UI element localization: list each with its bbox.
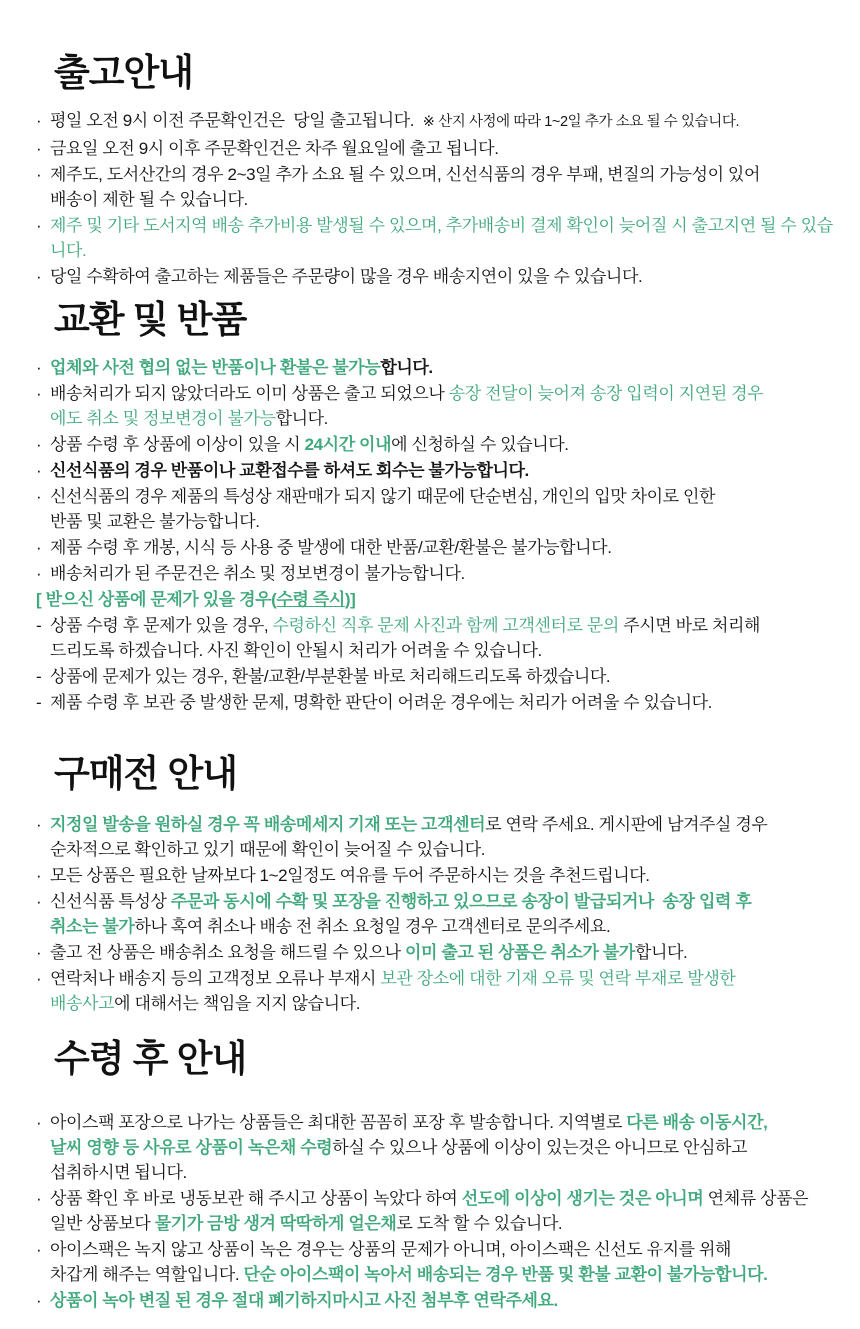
- body-text: 신선식품의 경우 제품의 특성상 재판매가 되지 않기 때문에 단순변심, 개인의 입맛 차이로 인한: [50, 486, 716, 506]
- policy-line: [36, 863, 846, 888]
- bullet-marker: ·: [36, 942, 42, 962]
- policy-line: [36, 812, 846, 862]
- policy-line: [36, 355, 846, 380]
- body-text: 상품에 문제가 있는 경우, 환불/교환/부분환불 바로 처리해드리도록 하겠습니다.: [50, 666, 611, 686]
- emphasis-text: 업체와 사전 협의 없는 반품이나 환불은 불가능: [50, 357, 381, 377]
- policy-line-text: [50, 381, 846, 431]
- emphasis-text: 수령하신 직후 문제 사진과 함께 고객센터로 문의: [272, 615, 619, 635]
- bullet-marker: ·: [36, 383, 42, 403]
- emphasis-text: 24시간 이내: [304, 434, 392, 454]
- bullet-marker: -: [36, 615, 42, 635]
- policy-line-text: [50, 664, 846, 689]
- emphasis-text: 에도 취소 및 정보변경이 불가능: [50, 408, 276, 428]
- policy-line: [36, 561, 846, 586]
- emphasis-text: 제주 및 기타 도서지역 배송 추가비용 발생될 수 있으며, 추가배송비 결제 확인이 늦어질 시 출고지연 될 수 있습니다.: [50, 215, 833, 260]
- body-text: 주시면 바로 처리해: [618, 615, 761, 635]
- emphasis-text: 단순 아이스팩이 녹아서 배송되는 경우 반품 및 환불 교환이 불가능합니다.: [243, 1265, 768, 1285]
- policy-line: [36, 966, 846, 1016]
- policy-line-text: [50, 213, 846, 263]
- section-items-pre-purchase-guide: [36, 812, 846, 1016]
- policy-line-text: [50, 264, 846, 289]
- section-items-after-receipt-guide: [36, 1110, 846, 1313]
- policy-line: [36, 940, 846, 965]
- policy-line-text: [50, 458, 846, 483]
- bullet-marker: ·: [36, 460, 42, 480]
- body-text: 제품 수령 후 개봉, 시식 등 사용 중 발생에 대한 반품/교환/환불은 불가능합니다.: [50, 537, 612, 557]
- policy-line: [36, 889, 846, 939]
- body-text: 반품 및 교환은 불가능합니다.: [50, 511, 260, 531]
- body-text: 합니다.: [275, 408, 328, 428]
- section-title-exchange-return: 교환 및 반품: [54, 298, 247, 340]
- body-text: 로 연락 주세요. 게시판에 남겨주실 경우: [485, 814, 768, 834]
- policy-line: [36, 108, 846, 135]
- policy-line-text: [50, 561, 846, 586]
- section-exchange-return: [36, 298, 846, 715]
- bullet-marker: ·: [36, 266, 42, 286]
- body-text: 아이스팩 포장으로 나가는 상품들은 최대한 꼼꼼히 포장 후 발송합니다. 지역별로: [50, 1113, 627, 1133]
- section-title-shipping-guide: 출고안내: [54, 52, 193, 93]
- bullet-marker: ·: [36, 164, 42, 184]
- bullet-marker: ·: [36, 968, 42, 988]
- bullet-marker: ·: [36, 814, 42, 834]
- policy-line-text: [50, 535, 846, 560]
- policy-line: [36, 1186, 846, 1236]
- policy-line-text: [50, 889, 846, 939]
- section-title-pre-purchase-guide: 구매전 안내: [54, 752, 237, 794]
- policy-line-text: [50, 613, 846, 663]
- body-text: 에 대해서는 책임을 지지 않습니다.: [114, 993, 361, 1013]
- body-text: 드리도록 하겠습니다. 사진 확인이 안될시 처리가 어려울 수 있습니다.: [50, 640, 542, 660]
- emphasis-text: 지정일 발송을 원하실 경우 꼭 배송메세지 기재 또는 고객센터: [50, 814, 486, 834]
- section-pre-purchase-guide: [36, 752, 846, 1016]
- policy-line-text: [50, 940, 846, 965]
- bullet-marker: ·: [36, 537, 42, 557]
- body-text: 신선식품 특성상: [50, 891, 171, 911]
- body-text: 섭취하시면 됩니다.: [50, 1163, 187, 1183]
- body-text: 연체류 상품은: [703, 1189, 809, 1209]
- emphasis-text: 주문과 동시에 수확 및 포장을 진행하고 있으므로 송장이 발급되거나 송장 입력 후: [170, 891, 752, 911]
- policy-line: [36, 1110, 846, 1185]
- policy-line-text: [50, 1237, 846, 1287]
- policy-line: [36, 690, 846, 715]
- body-text: ※ 산지 사정에 따라 1~2일 추가 소요 될 수 있습니다.: [422, 113, 740, 130]
- policy-line: [36, 432, 846, 457]
- bullet-marker: ·: [36, 563, 42, 583]
- body-text: 에 신청하실 수 있습니다.: [391, 434, 569, 454]
- policy-line: [36, 484, 846, 534]
- bullet-marker: ·: [36, 1240, 42, 1260]
- body-text: 출고 전 상품은 배송취소 요청을 해드릴 수 있으나: [50, 942, 406, 962]
- bullet-marker: -: [36, 692, 42, 712]
- body-text: 상품 수령 후 문제가 있을 경우,: [50, 615, 273, 635]
- bullet-marker: ·: [36, 110, 42, 130]
- emphasis-text: 상품이 녹아 변질 된 경우 절대 폐기하지마시고 사진 첨부후 연락주세요.: [50, 1291, 558, 1311]
- emphasis-text: 이미 출고 된 상품은 취소가 불가: [405, 942, 635, 962]
- policy-line-text: [50, 484, 846, 534]
- policy-line: [36, 162, 846, 212]
- bullet-marker: ·: [36, 434, 42, 454]
- policy-line-text: [50, 1186, 846, 1236]
- policy-line-text: [50, 162, 846, 212]
- policy-line: [36, 136, 846, 161]
- policy-line: [36, 535, 846, 560]
- body-text: 상품 수령 후 상품에 이상이 있을 시: [50, 434, 305, 454]
- body-text: 배송이 제한 될 수 있습니다.: [50, 189, 248, 209]
- body-text: 하나 혹여 취소나 배송 전 취소 요청일 경우 고객센터로 문의주세요.: [134, 916, 611, 936]
- policy-line: [36, 1288, 846, 1313]
- policy-line-text: [50, 1110, 846, 1185]
- bullet-marker: ·: [36, 357, 42, 377]
- body-text: 배송처리가 되지 않았더라도 이미 상품은 출고 되었으나: [50, 383, 449, 403]
- emphasis-text: 취소는 불가: [50, 916, 135, 936]
- section-items-shipping-guide: [36, 108, 846, 289]
- policy-line-text: [50, 863, 846, 888]
- bullet-marker: ·: [36, 891, 42, 911]
- bullet-marker: ·: [36, 486, 42, 506]
- emphasis-text: 수령 즉시: [276, 589, 345, 609]
- policy-line: [36, 1237, 846, 1287]
- policy-line-text: [50, 812, 846, 862]
- policy-line-text: [50, 108, 846, 135]
- section-title-after-receipt-guide: 수령 후 안내: [54, 1037, 247, 1079]
- policy-line-text: [50, 1288, 846, 1313]
- bullet-marker: ·: [36, 1113, 42, 1133]
- body-text: 제품 수령 후 보관 중 발생한 문제, 명확한 판단이 어려운 경우에는 처리가 어려울 수 있습니다.: [50, 692, 712, 712]
- bullet-marker: ·: [36, 215, 42, 235]
- policy-line-text: [50, 966, 846, 1016]
- body-text: 배송처리가 된 주문건은 취소 및 정보변경이 불가능합니다.: [50, 563, 465, 583]
- policy-line: [36, 264, 846, 289]
- body-text: 금요일 오전 9시 이후 주문확인건은 차주 월요일에 출고 됩니다.: [50, 138, 499, 158]
- policy-line-text: [50, 690, 846, 715]
- emphasis-text: 배송사고: [50, 993, 115, 1013]
- body-text: 일반 상품보다: [50, 1214, 155, 1234]
- section-shipping-guide: [36, 54, 846, 289]
- bullet-marker: -: [36, 666, 42, 686]
- policy-line: [36, 213, 846, 263]
- emphasis-text: 다른 배송 이동시간,: [626, 1113, 768, 1133]
- emphasis-text: 선도에 이상이 생기는 것은 아니며: [461, 1189, 704, 1209]
- bullet-marker: ·: [36, 138, 42, 158]
- section-after-receipt-guide: [36, 1037, 846, 1314]
- body-text: 모든 상품은 필요한 날짜보다 1~2일정도 여유를 두어 주문하시는 것을 추천드립니다.: [50, 865, 650, 885]
- body-text: 당일 수확하여 출고하는 제품들은 주문량이 많을 경우 배송지연이 있을 수 있습니다.: [50, 266, 643, 286]
- policy-line-text: [50, 136, 846, 161]
- body-text: 제주도, 도서산간의 경우 2~3일 추가 소요 될 수 있으며, 신선식품의 경우 부패, 변질의 가능성이 있어: [50, 164, 760, 184]
- body-text: 평일 오전 9시 이전 주문확인건은 당일 출고됩니다.: [50, 110, 423, 130]
- body-text: 아이스팩은 녹지 않고 상품이 녹은 경우는 상품의 문제가 아니며, 아이스팩은 신선도 유지를 위해: [50, 1240, 732, 1260]
- emphasis-text: [ 받으신 상품에 문제가 있을 경우(: [36, 589, 277, 609]
- body-text: 연락처나 배송지 등의 고객정보 오류나 부재시: [50, 968, 381, 988]
- emphasis-text: 날씨 영향 등 사유로 상품이 녹은채 수령: [50, 1138, 333, 1158]
- policy-line: [36, 664, 846, 689]
- policy-line: [36, 613, 846, 663]
- body-text: 합니다.: [634, 942, 688, 962]
- section-items-exchange-return: [36, 355, 846, 715]
- body-text: 신선식품의 경우 반품이나 교환접수를 하셔도 회수는 불가능합니다.: [50, 460, 529, 480]
- policy-line: [36, 587, 846, 612]
- body-text: 상품 확인 후 바로 냉동보관 해 주시고 상품이 녹았다 하여: [50, 1189, 462, 1209]
- policy-line-text: [50, 432, 846, 457]
- body-text: 로 도착 할 수 있습니다.: [396, 1214, 563, 1234]
- body-text: 순차적으로 확인하고 있기 때문에 확인이 늦어질 수 있습니다.: [50, 839, 486, 859]
- body-text: 하실 수 있으나 상품에 이상이 있는것은 아니므로 안심하고: [332, 1138, 748, 1158]
- body-text: 차갑게 해주는 역할입니다.: [50, 1265, 244, 1285]
- policy-line: [36, 458, 846, 483]
- bullet-marker: ·: [36, 1291, 42, 1311]
- emphasis-text: 물기가 금방 생겨 딱딱하게 얼은채: [154, 1214, 397, 1234]
- emphasis-text: 송장 전달이 늦어져 송장 입력이 지연된 경우: [448, 383, 764, 403]
- bullet-marker: ·: [36, 1189, 42, 1209]
- policy-line: [36, 381, 846, 431]
- body-text: 합니다.: [380, 357, 433, 377]
- bullet-marker: ·: [36, 865, 42, 885]
- emphasis-text: )]: [344, 589, 356, 609]
- emphasis-text: 보관 장소에 대한 기재 오류 및 연락 부재로 발생한: [380, 968, 736, 988]
- policy-line-text: [50, 355, 846, 380]
- policy-line-text: [36, 587, 846, 612]
